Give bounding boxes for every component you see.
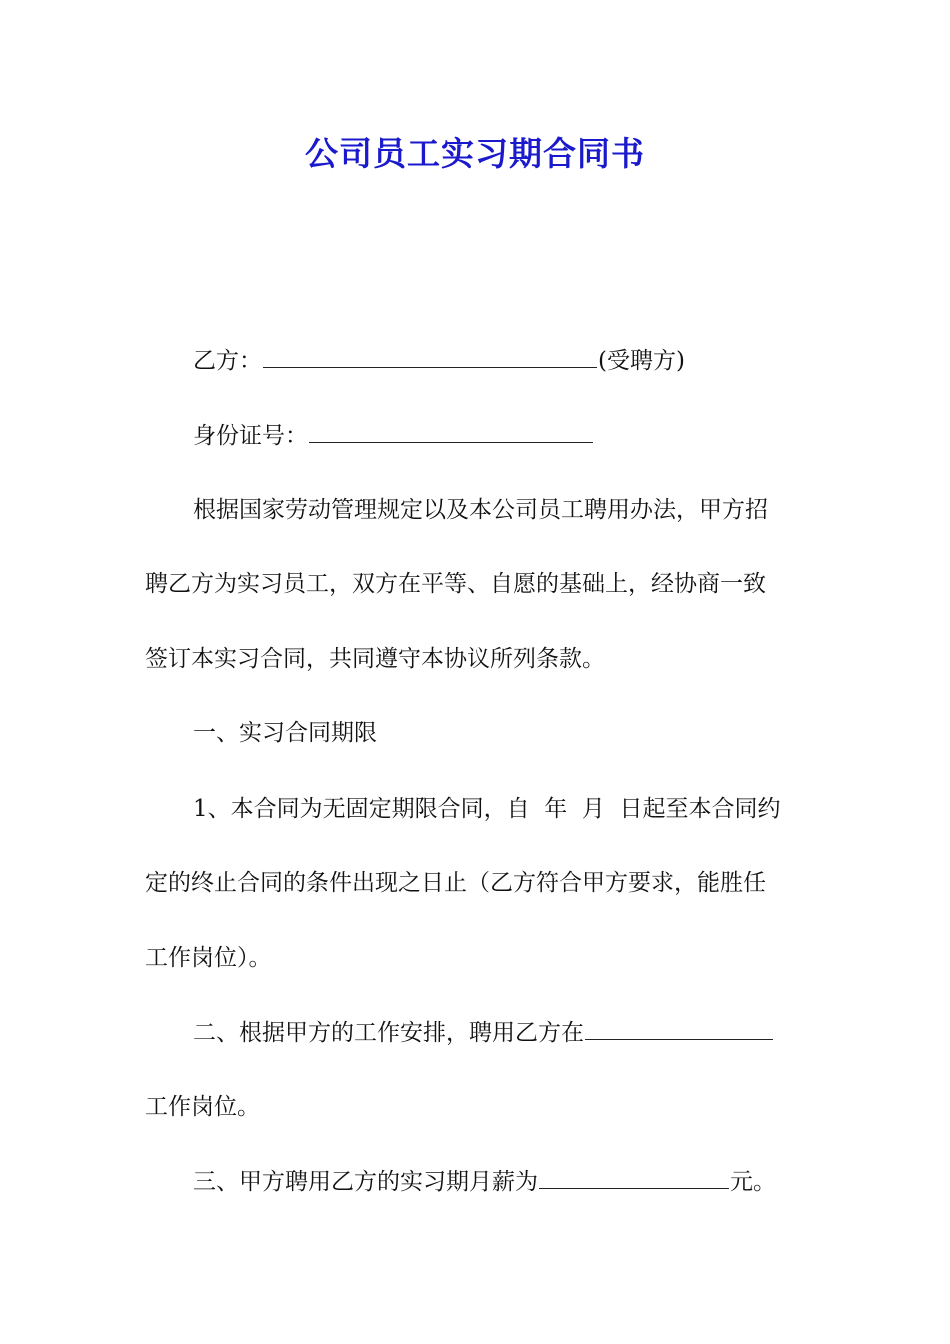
section1-heading-text: 一、实习合同期限 [193,720,377,746]
party-b-suffix: (受聘方) [598,348,685,374]
id-number-line [193,420,858,451]
intro-text-1: 根据国家劳动管理规定以及本公司员工聘用办法，甲方招 [193,497,768,523]
id-number-blank[interactable] [309,420,593,443]
section1-item1-text-2: 定的终止合同的条件出现之日止（乙方符合甲方要求，能胜任 [145,870,766,896]
party-b-name-blank[interactable] [263,345,597,368]
section1-item1-line-3 [145,943,810,973]
section3-line [193,1166,858,1197]
section2-line-1 [193,1017,810,1048]
section2-position-blank[interactable] [585,1017,773,1040]
section1-item1-text-1: 1、本合同为无固定期限合同，自 年 月 日起至本合同约 [193,796,781,822]
section1-item1-line-1 [193,794,805,824]
intro-text-2: 聘乙方为实习员工，双方在平等、自愿的基础上，经协商一致 [145,571,766,597]
section3-text: 三、甲方聘用乙方的实习期月薪为 [193,1169,538,1195]
party-b-line [193,345,858,376]
section3-salary-blank[interactable] [539,1166,729,1189]
section1-item1-text-3: 工作岗位）。 [145,945,272,971]
section1-item1-line-2 [145,868,810,898]
section1-heading [193,718,858,748]
section2-text-2: 工作岗位。 [145,1094,260,1120]
intro-line-2 [145,569,810,599]
intro-line-1 [193,495,805,525]
intro-text-3: 签订本实习合同，共同遵守本协议所列条款。 [145,646,605,672]
document-title: 公司员工实习期合同书 [305,134,645,173]
party-b-label: 乙方： [193,348,262,374]
section3-suffix: 元。 [730,1169,776,1195]
id-number-label: 身份证号： [193,423,308,449]
section2-text: 二、根据甲方的工作安排，聘用乙方在 [193,1020,584,1046]
intro-line-3 [145,644,810,674]
section2-line-2 [145,1092,810,1122]
